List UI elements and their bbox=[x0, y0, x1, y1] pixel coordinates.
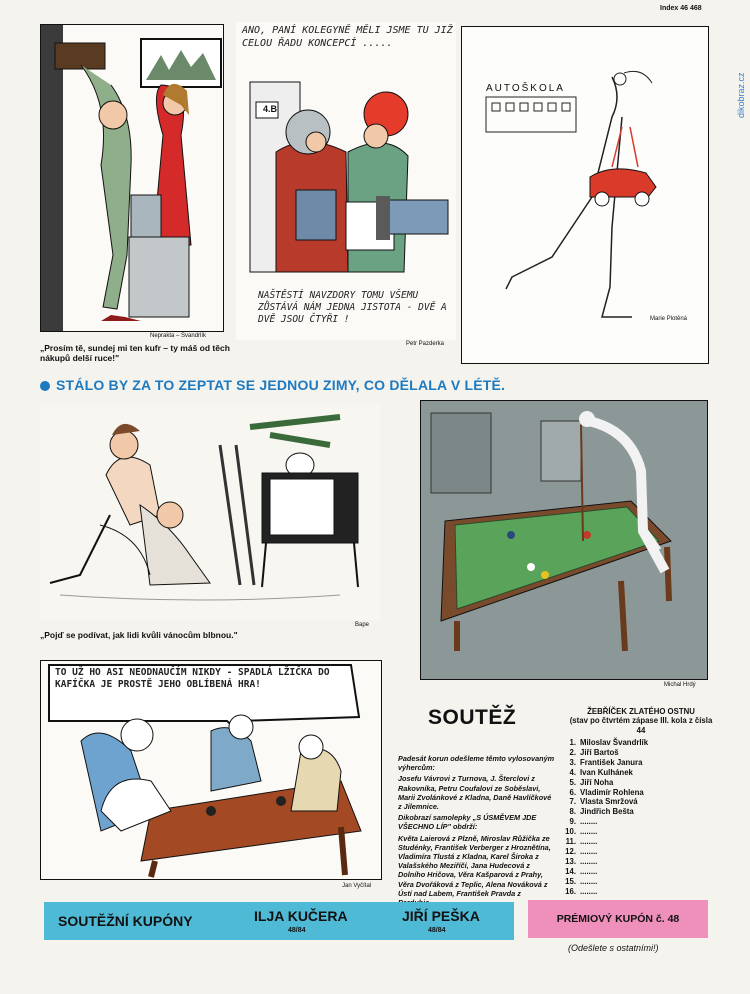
cartoon-christmas-illustration bbox=[40, 405, 380, 620]
contest-coupons[interactable] bbox=[44, 902, 514, 940]
ranking-entry: 15. ........ bbox=[565, 876, 598, 886]
cartoon-christmas-credit: Bape bbox=[355, 622, 370, 628]
cartoon-teachers-speech-top: ANO, PANÍ KOLEGYNĚ MĚLI JSME TU JIŽ CELOU ŘADU KONCEPCÍ ..... bbox=[242, 25, 453, 49]
ranking-entry: 6. Vladimír Rohlena bbox=[569, 787, 644, 797]
send-note: (Odešlete s ostatními!) bbox=[568, 943, 659, 953]
ranking-entry: 9. ........ bbox=[569, 817, 598, 827]
premium-coupon[interactable]: PRÉMIOVÝ KUPÓN č. 48 bbox=[528, 900, 708, 938]
cartoon-coffee-spoon-speech: TO UŽ HO ASI NEODNAUČÍM NIKDY - SPADLÁ LŽIČKA DO KAFÍČKA JE PROSTĚ JEHO OBLÍBENÁ HRA! bbox=[55, 667, 330, 690]
ranking-entry: 16. ........ bbox=[565, 886, 598, 896]
contest-body bbox=[398, 754, 556, 909]
headline bbox=[40, 377, 505, 393]
cartoon-christmas-caption: „Pojď se podívat, jak lidi kvůli vánocům blbnou." bbox=[40, 630, 238, 640]
coupons-label: SOUTĚŽNÍ KUPÓNY bbox=[58, 913, 193, 929]
cartoon-driving-school bbox=[461, 26, 709, 364]
ranking-entry: 1. Miloslav Švandrlík bbox=[569, 738, 649, 747]
cartoon-suitcase-credit: Neprakta – Švandrlík bbox=[150, 333, 207, 339]
cartoon-suitcase-illustration bbox=[41, 25, 223, 331]
contest-paragraph: Dikobrazí samolepky „S ÚSMĚVEM JDE VŠECHNO LÍP" obdrží: bbox=[398, 813, 537, 832]
headline-text: STÁLO BY ZA TO ZEPTAT SE JEDNOU ZIMY, CO DĚLALA V LÉTĚ. bbox=[56, 377, 506, 393]
ranking-entry: 5. Jiří Noha bbox=[569, 777, 614, 787]
ranking-subtitle: (stav po čtvrtém zápase III. kola z čísla 44 bbox=[569, 716, 713, 735]
ranking-entry: 8. Jindřich Bešta bbox=[569, 807, 634, 817]
cartoon-billiard-credit: Michal Hrdý bbox=[664, 682, 696, 688]
coupon-1-name[interactable]: ILJA KUČERA bbox=[254, 908, 348, 924]
ranking-entry: 13. ........ bbox=[565, 856, 598, 866]
coupon-2-number: 48/84 bbox=[428, 927, 446, 934]
ranking-entry: 11. ........ bbox=[565, 837, 598, 847]
ranking-header bbox=[566, 707, 716, 735]
cartoon-driving-school-credit: Marie Plotěná bbox=[650, 316, 688, 322]
ranking-entry: 3. František Janura bbox=[569, 757, 643, 767]
building-sign: AUTOŠKOLA bbox=[486, 83, 565, 94]
cartoon-billiard bbox=[420, 400, 708, 680]
ranking-entry: 2. Jiří Bartoš bbox=[569, 747, 619, 757]
cartoon-teachers-speech-bottom: NAŠTĚSTÍ NAVZDORY TOMU VŠEMU ZŮSTÁVÁ NÁM JEDNA JISTOTA - DVĚ A DVĚ JSOU ČTYŘI ! bbox=[258, 290, 447, 325]
coupon-2-name[interactable]: JIŘÍ PEŠKA bbox=[402, 908, 480, 924]
index-code: Index 46 468 bbox=[660, 5, 702, 12]
ranking-entry: 4. Ivan Kulhánek bbox=[569, 767, 633, 777]
ranking-title: ŽEBŘÍČEK ZLATÉHO OSTNU bbox=[587, 707, 695, 716]
cartoon-suitcase bbox=[40, 24, 224, 332]
cartoon-teachers bbox=[236, 22, 456, 340]
ranking-entry: 10. ........ bbox=[565, 827, 598, 837]
coupon-1-number: 48/84 bbox=[288, 927, 306, 934]
cartoon-christmas bbox=[40, 405, 380, 620]
ranking-list bbox=[560, 738, 720, 897]
contest-title: SOUTĚŽ bbox=[428, 706, 517, 729]
cartoon-coffee-spoon bbox=[40, 660, 382, 880]
contest-paragraph: Padesát korun odešleme těmto vylosovaným výhercům: bbox=[398, 754, 555, 773]
ranking-entry: 12. ........ bbox=[565, 846, 598, 856]
contest-paragraph: Květa Laierová z Plzně, Miroslav Růžička ze Studénky, František Verberger z Hroznětína, Vladimíra Tlustá z Kladna, Karel Široka z Valašského Meziříčí, Jana Hudecová z Dolního Hričova, Věra Kašparová z Prahy, Věra Dvořáková z Teplic, Alena Nováková z Ústí nad Labem, František Pravda z bbox=[398, 833, 551, 898]
cartoon-teachers-credit: Petr Pazderka bbox=[406, 341, 445, 347]
contest-paragraph: Josefu Vávrovi z Turnova, J. Šterclovi z Rakovníka, Petru Coufalovi ze Soběslavi, Marii Zvolánkové z Kladna, Daně Havlíčkové z Jilemnice. bbox=[398, 774, 552, 812]
cartoon-coffee-spoon-illustration bbox=[41, 661, 381, 879]
cartoon-driving-school-illustration bbox=[462, 27, 708, 363]
cartoon-billiard-illustration bbox=[421, 401, 707, 679]
cartoon-suitcase-caption: „Prosím tě, sundej mi ten kufr – ty máš od těch nákupů delší ruce!" bbox=[40, 343, 230, 363]
door-sign: 4.B bbox=[263, 104, 278, 114]
site-watermark: dikobraz.cz bbox=[736, 72, 746, 118]
ranking-entry: 14. ........ bbox=[565, 866, 598, 876]
ranking-entry: 7. Vlasta Smržová bbox=[569, 797, 638, 807]
cartoon-coffee-spoon-credit: Jan Vyčítal bbox=[342, 883, 372, 889]
headline-bullet-icon bbox=[40, 381, 50, 391]
